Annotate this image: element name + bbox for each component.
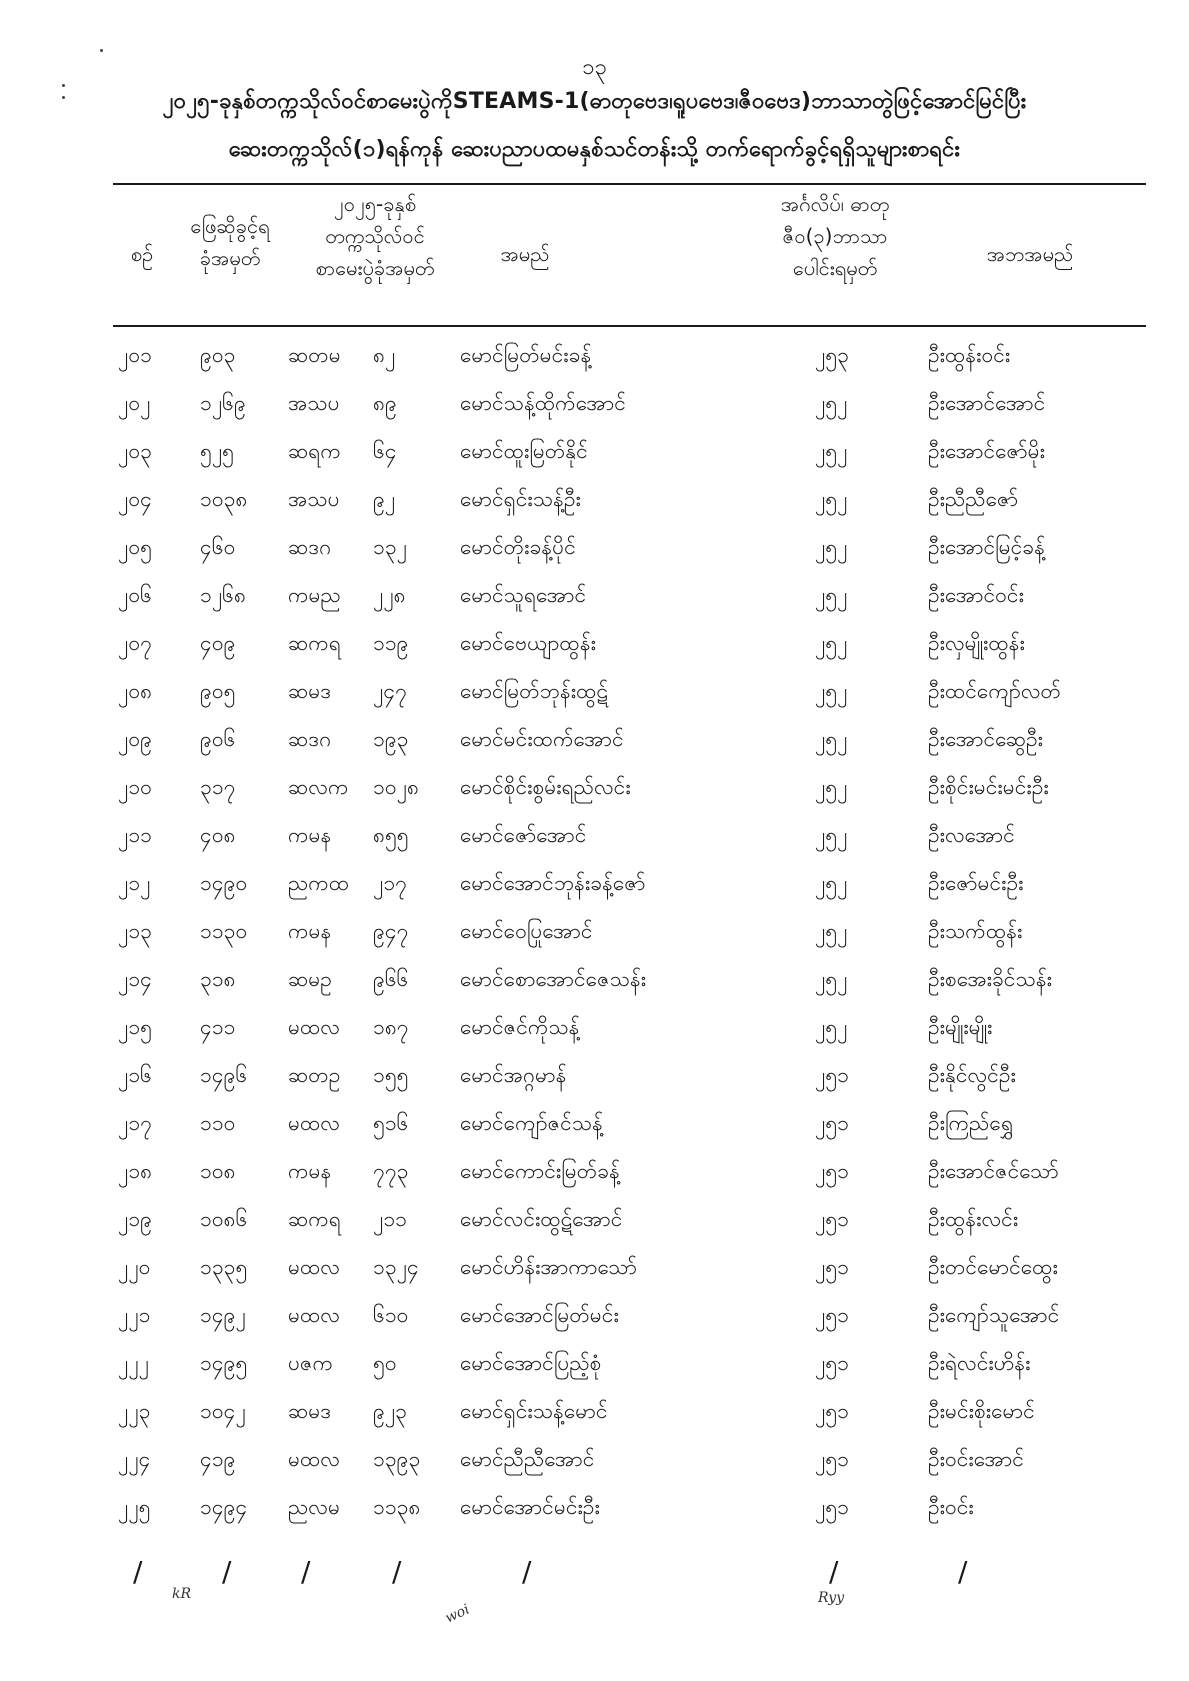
cell-father-name: ဦးအောင်ဇော်မိုး bbox=[928, 439, 1045, 463]
header-father-label: အဘအမည် bbox=[986, 242, 1074, 266]
cell-marks: ၂၅၁ bbox=[815, 1063, 849, 1087]
cell-roll-number: ၅၂၅ bbox=[200, 439, 234, 463]
cell-roll-number: ၄၆၀ bbox=[200, 535, 236, 559]
cell-exam-number: ၂၁၇ bbox=[373, 871, 407, 895]
table-row bbox=[0, 1004, 1189, 1052]
cell-serial: ၂၀၉ bbox=[118, 727, 152, 751]
cell-father-name: ဦးသက်ထွန်း bbox=[928, 919, 1023, 943]
table-row bbox=[0, 476, 1189, 524]
cell-exam-code: ညကထ bbox=[288, 871, 350, 895]
cell-exam-code: ဆတဥ bbox=[288, 1063, 341, 1087]
header-marks bbox=[740, 188, 930, 284]
table-row bbox=[0, 668, 1189, 716]
cell-father-name: ဦးဝင်းအောင် bbox=[928, 1447, 1024, 1471]
cell-father-name: ဦးစိုင်းမင်းမင်းဦး bbox=[928, 775, 1049, 799]
cell-serial: ၂၁၂ bbox=[118, 871, 151, 895]
cell-name: မောင်ထူးမြတ်နိုင် bbox=[460, 439, 588, 463]
header-marks-line-2: ဇီဝ(၃)ဘာသာ bbox=[782, 224, 888, 248]
cell-exam-number: ၁၁၉ bbox=[373, 631, 409, 655]
cell-name: မောင်ဝေပြုအောင် bbox=[460, 919, 593, 943]
cell-marks: ၂၅၁ bbox=[815, 1303, 849, 1327]
cell-exam-number: ၆၄ bbox=[373, 439, 397, 463]
cell-exam-code: မထလ bbox=[288, 1111, 340, 1135]
cell-name: မောင်ကောင်းမြတ်ခန့် bbox=[460, 1159, 620, 1183]
cell-serial: ၂၀၂ bbox=[118, 391, 151, 415]
table-row bbox=[0, 1292, 1189, 1340]
cell-father-name: ဦးလအောင် bbox=[928, 823, 1015, 847]
cell-marks: ၂၅၁ bbox=[815, 1159, 849, 1183]
cell-name: မောင်အောင်မြတ်မင်း bbox=[460, 1303, 619, 1327]
cell-serial: ၂၁၅ bbox=[118, 1015, 152, 1039]
cell-roll-number: ၁၃၃၅ bbox=[200, 1255, 248, 1279]
cell-exam-code: ညလမ bbox=[288, 1495, 340, 1519]
cell-exam-code: ဆမဒ bbox=[288, 1399, 332, 1423]
cell-roll-number: ၁၁၃၀ bbox=[200, 919, 248, 943]
table-row bbox=[0, 1148, 1189, 1196]
cell-serial: ၂၂၃ bbox=[118, 1399, 151, 1423]
speck-1 bbox=[100, 49, 103, 52]
cell-roll-number: ၁၂၆၈ bbox=[200, 583, 246, 607]
cell-name: မောင်ဟိန်းအာကာသော် bbox=[460, 1255, 638, 1279]
cell-marks: ၂၅၂ bbox=[815, 631, 848, 655]
cell-roll-number: ၉၀၆ bbox=[200, 727, 236, 751]
header-marks-line-3: ပေါင်းရမှတ် bbox=[792, 256, 878, 280]
cell-father-name: ဦးစအေးခိုင်သန်း bbox=[928, 967, 1052, 991]
cell-exam-code: မထလ bbox=[288, 1255, 340, 1279]
check-mark: / bbox=[522, 1555, 532, 1588]
check-mark: / bbox=[222, 1555, 232, 1588]
cell-name: မောင်စိုင်းစွမ်းရည်လင်း bbox=[460, 775, 631, 799]
check-mark: / bbox=[301, 1555, 311, 1588]
cell-name: မောင်ဇော်အောင် bbox=[460, 823, 587, 847]
cell-exam-code: ဆလက bbox=[288, 775, 349, 799]
cell-name: မောင်တိုးခန့်ပိုင် bbox=[460, 535, 576, 559]
cell-father-name: ဦးမင်းစိုးမောင် bbox=[928, 1399, 1035, 1423]
cell-marks: ၂၅၂ bbox=[815, 439, 848, 463]
table-row bbox=[0, 428, 1189, 476]
table-row bbox=[0, 380, 1189, 428]
check-mark: / bbox=[133, 1555, 143, 1588]
cell-exam-code: မထလ bbox=[288, 1447, 340, 1471]
cell-serial: ၂၀၄ bbox=[118, 487, 152, 511]
cell-roll-number: ၄၁၉ bbox=[200, 1447, 236, 1471]
cell-marks: ၂၅၂ bbox=[815, 919, 848, 943]
table-row bbox=[0, 1196, 1189, 1244]
cell-roll-number: ၁၄၉၅ bbox=[200, 1351, 248, 1375]
table-row bbox=[0, 1100, 1189, 1148]
cell-father-name: ဦးထွန်းဝင်း bbox=[928, 343, 1011, 367]
signature-initials-3: Ryy bbox=[818, 1590, 845, 1606]
cell-marks: ၂၅၃ bbox=[815, 343, 849, 367]
cell-exam-code: ဆကရ bbox=[288, 631, 341, 655]
cell-roll-number: ၁၄၉၆ bbox=[200, 1063, 248, 1087]
cell-marks: ၂၅၂ bbox=[815, 967, 848, 991]
cell-marks: ၂၅၂ bbox=[815, 487, 848, 511]
table-header-rule bbox=[113, 325, 1146, 327]
cell-name: မောင်မြတ်ဘုန်းထွဋ် bbox=[460, 679, 609, 703]
cell-serial: ၂၀၁ bbox=[118, 343, 152, 367]
cell-exam-number: ၁၃၂ bbox=[373, 535, 407, 559]
cell-exam-number: ၉၆၆ bbox=[373, 967, 409, 991]
cell-name: မောင်စောအောင်ဇေသန်း bbox=[460, 967, 647, 991]
table-row bbox=[0, 1340, 1189, 1388]
check-mark: / bbox=[958, 1555, 968, 1588]
cell-marks: ၂၅၁ bbox=[815, 1207, 849, 1231]
cell-exam-code: ဆရက bbox=[288, 439, 341, 463]
cell-exam-code: ကမန bbox=[288, 823, 332, 847]
cell-marks: ၂၅၁ bbox=[815, 1399, 849, 1423]
cell-exam-number: ၁၉၃ bbox=[373, 727, 409, 751]
cell-exam-code: ဆဒဂ bbox=[288, 535, 332, 559]
cell-father-name: ဦးနိုင်လွင်ဦး bbox=[928, 1063, 1016, 1087]
cell-exam-code: ပဇက bbox=[288, 1351, 334, 1375]
cell-marks: ၂၅၂ bbox=[815, 391, 848, 415]
cell-name: မောင်ဇင်ကိုသန့် bbox=[460, 1015, 580, 1039]
signature-initials-1: kR bbox=[172, 1586, 192, 1602]
cell-exam-code: အသပ bbox=[288, 487, 340, 511]
cell-father-name: ဦးညီညီဇော် bbox=[928, 487, 1019, 511]
cell-father-name: ဦးကြည်ရွှေ bbox=[928, 1111, 1014, 1135]
speck-2 bbox=[62, 84, 65, 87]
table-row bbox=[0, 860, 1189, 908]
cell-serial: ၂၁၄ bbox=[118, 967, 152, 991]
signature-initials-2: woi bbox=[442, 1601, 473, 1627]
cell-name: မောင်လင်းထွဋ်အောင် bbox=[460, 1207, 623, 1231]
cell-name: မောင်မြတ်မင်းခန့် bbox=[460, 343, 592, 367]
cell-exam-number: ၂၄၇ bbox=[373, 679, 407, 703]
cell-exam-number: ၉၂ bbox=[373, 487, 396, 511]
cell-marks: ၂၅၁ bbox=[815, 1447, 849, 1471]
page-number: ၁၃ bbox=[582, 55, 607, 80]
table-row bbox=[0, 572, 1189, 620]
cell-roll-number: ၉၀၃ bbox=[200, 343, 236, 367]
header-exam bbox=[285, 188, 465, 284]
cell-roll-number: ၄၀၉ bbox=[200, 631, 236, 655]
cell-father-name: ဦးတင်မောင်ထွေး bbox=[928, 1255, 1058, 1279]
cell-exam-code: ကမန bbox=[288, 919, 332, 943]
cell-father-name: ဦးထွန်းလင်း bbox=[928, 1207, 1019, 1231]
cell-exam-number: ၆၁၀ bbox=[373, 1303, 409, 1327]
table-row bbox=[0, 764, 1189, 812]
cell-exam-code: ကမန bbox=[288, 1159, 332, 1183]
cell-serial: ၂၁၈ bbox=[118, 1159, 153, 1183]
cell-exam-code: ဆကရ bbox=[288, 1207, 341, 1231]
cell-serial: ၂၂၄ bbox=[118, 1447, 151, 1471]
cell-roll-number: ၁၁၀ bbox=[200, 1111, 236, 1135]
cell-father-name: ဦးအောင်မြင့်ခန့် bbox=[928, 535, 1045, 559]
cell-roll-number: ၁၄၉၄ bbox=[200, 1495, 248, 1519]
table-row bbox=[0, 716, 1189, 764]
header-father bbox=[960, 238, 1100, 270]
cell-father-name: ဦးဝင်း bbox=[928, 1495, 974, 1519]
table-row bbox=[0, 1052, 1189, 1100]
cell-roll-number: ၃၁၈ bbox=[200, 967, 236, 991]
cell-exam-number: ၈၉ bbox=[373, 391, 397, 415]
cell-roll-number: ၁၀၈၆ bbox=[200, 1207, 248, 1231]
cell-father-name: ဦးအောင်ဝင်း bbox=[928, 583, 1024, 607]
cell-exam-code: မထလ bbox=[288, 1303, 340, 1327]
header-roll-line-1: ဖြေဆိုခွင့်ရ bbox=[190, 214, 270, 238]
cell-name: မောင်ရှင်းသန့်မောင် bbox=[460, 1399, 608, 1423]
page-title-line-2: ဆေးတက္ကသိုလ်(၁)ရန်ကုန် ဆေးပညာပထမနှစ်သင်တန်းသို့ တက်ရောက်ခွင့်ရရှိသူများစာရင်း bbox=[228, 137, 961, 162]
cell-serial: ၂၁၇ bbox=[118, 1111, 152, 1135]
cell-serial: ၂၂၂ bbox=[118, 1351, 149, 1375]
cell-name: မောင်သန့်ထိုက်အောင် bbox=[460, 391, 626, 415]
header-name-label: အမည် bbox=[500, 242, 550, 266]
table-row bbox=[0, 956, 1189, 1004]
table-row bbox=[0, 524, 1189, 572]
cell-exam-code: ကမည bbox=[288, 583, 341, 607]
cell-roll-number: ၃၁၇ bbox=[200, 775, 236, 799]
cell-marks: ၂၅၂ bbox=[815, 727, 848, 751]
cell-exam-number: ၇၇၃ bbox=[373, 1159, 409, 1183]
cell-roll-number: ၄၀၈ bbox=[200, 823, 236, 847]
table-top-rule bbox=[113, 183, 1146, 185]
cell-father-name: ဦးအောင်ဆွေဦး bbox=[928, 727, 1043, 751]
table-row bbox=[0, 1244, 1189, 1292]
cell-serial: ၂၁၆ bbox=[118, 1063, 152, 1087]
table-row bbox=[0, 620, 1189, 668]
check-mark: / bbox=[829, 1555, 839, 1588]
cell-father-name: ဦးကျော်သူအောင် bbox=[928, 1303, 1060, 1327]
cell-father-name: ဦးလှမျိုးထွန်း bbox=[928, 631, 1025, 655]
table-row bbox=[0, 1484, 1189, 1532]
cell-roll-number: ၄၁၁ bbox=[200, 1015, 236, 1039]
header-name bbox=[470, 238, 580, 270]
cell-name: မောင်သူရအောင် bbox=[460, 583, 587, 607]
cell-exam-number: ၅၁၆ bbox=[373, 1111, 409, 1135]
cell-name: မောင်ကျော်ဇင်သန့် bbox=[460, 1111, 603, 1135]
cell-exam-number: ၂၁၁ bbox=[373, 1207, 407, 1231]
cell-roll-number: ၁၄၉၀ bbox=[200, 871, 248, 895]
cell-name: မောင်အောင်မင်းဦး bbox=[460, 1495, 600, 1519]
cell-father-name: ဦးအောင်ဇင်သော် bbox=[928, 1159, 1059, 1183]
header-serial bbox=[118, 238, 166, 270]
cell-exam-number: ၁၀၂၈ bbox=[373, 775, 419, 799]
cell-marks: ၂၅၁ bbox=[815, 1495, 849, 1519]
header-exam-line-1: ၂၀၂၅-ခုနှစ် bbox=[333, 192, 417, 216]
header-exam-line-3: စာမေးပွဲခုံအမှတ် bbox=[315, 256, 435, 280]
cell-marks: ၂၅၂ bbox=[815, 1015, 848, 1039]
cell-exam-number: ၁၈၇ bbox=[373, 1015, 409, 1039]
cell-exam-number: ၉၄၇ bbox=[373, 919, 409, 943]
cell-serial: ၂၀၆ bbox=[118, 583, 152, 607]
cell-roll-number: ၁၂၆၉ bbox=[200, 391, 246, 415]
cell-marks: ၂၅၂ bbox=[815, 871, 848, 895]
speck-3 bbox=[62, 96, 65, 99]
cell-roll-number: ၉၀၅ bbox=[200, 679, 236, 703]
cell-name: မောင်ညီညီအောင် bbox=[460, 1447, 595, 1471]
cell-serial: ၂၀၅ bbox=[118, 535, 152, 559]
cell-serial: ၂၁၃ bbox=[118, 919, 152, 943]
check-mark: / bbox=[392, 1555, 402, 1588]
header-marks-line-1: အင်္ဂလိပ်၊ ဓာတု bbox=[780, 192, 890, 216]
cell-exam-number: ၈၅၅ bbox=[373, 823, 409, 847]
cell-roll-number: ၁၀၄၂ bbox=[200, 1399, 246, 1423]
cell-serial: ၂၀၈ bbox=[118, 679, 153, 703]
cell-serial: ၂၂၁ bbox=[118, 1303, 151, 1327]
cell-name: မောင်ရှင်းသန့်ဦး bbox=[460, 487, 581, 511]
cell-serial: ၂၂၀ bbox=[118, 1255, 151, 1279]
cell-exam-code: ဆဒဂ bbox=[288, 727, 332, 751]
cell-serial: ၂၀၇ bbox=[118, 631, 152, 655]
cell-serial: ၂၁၉ bbox=[118, 1207, 152, 1231]
cell-father-name: ဦးထင်ကျော်လတ် bbox=[928, 679, 1061, 703]
cell-serial: ၂၀၃ bbox=[118, 439, 152, 463]
cell-exam-number: ၁၃၉၃ bbox=[373, 1447, 421, 1471]
table-row bbox=[0, 812, 1189, 860]
cell-father-name: ဦးရဲလင်းဟိန်း bbox=[928, 1351, 1031, 1375]
cell-exam-code: အသပ bbox=[288, 391, 340, 415]
cell-exam-number: ၅၀ bbox=[373, 1351, 397, 1375]
cell-serial: ၂၁၁ bbox=[118, 823, 152, 847]
cell-father-name: ဦးအောင်အောင် bbox=[928, 391, 1046, 415]
cell-name: မောင်အောင်ဘုန်းခန့်ဇော် bbox=[460, 871, 646, 895]
table-row bbox=[0, 1388, 1189, 1436]
table-row bbox=[0, 908, 1189, 956]
table-row bbox=[0, 1436, 1189, 1484]
cell-exam-number: ၉၂၃ bbox=[373, 1399, 407, 1423]
page-title-line-1: ၂၀၂၅-ခုနှစ်တက္ကသိုလ်ဝင်စာမေးပွဲကိုSTEAMS-1(ဓာတုဗေဒ၊ရူပဗေဒ၊ဇီဝဗေဒ)ဘာသာတွဲဖြင့်အောင်မြင်ပြီး bbox=[162, 89, 1027, 114]
cell-exam-code: ဆမဥ bbox=[288, 967, 332, 991]
cell-exam-code: မထလ bbox=[288, 1015, 340, 1039]
header-roll-line-2: ခုံအမှတ် bbox=[199, 246, 261, 270]
cell-exam-number: ၁၃၂၄ bbox=[373, 1255, 419, 1279]
cell-exam-code: ဆတမ bbox=[288, 343, 341, 367]
cell-father-name: ဦးမျိုးမျိုး bbox=[928, 1015, 993, 1039]
cell-roll-number: ၁၀၃၈ bbox=[200, 487, 248, 511]
cell-roll-number: ၁၀၈ bbox=[200, 1159, 236, 1183]
cell-serial: ၂၂၅ bbox=[118, 1495, 151, 1519]
cell-father-name: ဦးဇော်မင်းဦး bbox=[928, 871, 1024, 895]
cell-exam-number: ၁၁၃၈ bbox=[373, 1495, 421, 1519]
cell-marks: ၂၅၂ bbox=[815, 535, 848, 559]
cell-name: မောင်အဂ္ဂမာန် bbox=[460, 1063, 567, 1087]
cell-marks: ၂၅၂ bbox=[815, 775, 848, 799]
cell-name: မောင်ဗေယျာထွန်း bbox=[460, 631, 596, 655]
cell-exam-number: ၁၅၅ bbox=[373, 1063, 409, 1087]
cell-marks: ၂၅၁ bbox=[815, 1111, 849, 1135]
cell-exam-code: ဆမဒ bbox=[288, 679, 332, 703]
header-serial-label: စဉ် bbox=[130, 242, 154, 266]
cell-serial: ၂၁၀ bbox=[118, 775, 152, 799]
cell-name: မောင်မင်းထက်အောင် bbox=[460, 727, 624, 751]
cell-marks: ၂၅၁ bbox=[815, 1351, 849, 1375]
cell-marks: ၂၅၁ bbox=[815, 1255, 849, 1279]
cell-marks: ၂၅၂ bbox=[815, 583, 848, 607]
header-exam-line-2: တက္ကသိုလ်ဝင် bbox=[325, 224, 425, 248]
cell-marks: ၂၅၂ bbox=[815, 679, 848, 703]
header-roll bbox=[170, 210, 290, 274]
cell-marks: ၂၅၂ bbox=[815, 823, 848, 847]
table-row bbox=[0, 332, 1189, 380]
cell-name: မောင်အောင်ပြည့်စုံ bbox=[460, 1351, 602, 1375]
cell-exam-number: ၈၂ bbox=[373, 343, 396, 367]
cell-roll-number: ၁၄၉၂ bbox=[200, 1303, 246, 1327]
cell-exam-number: ၂၂၈ bbox=[373, 583, 406, 607]
